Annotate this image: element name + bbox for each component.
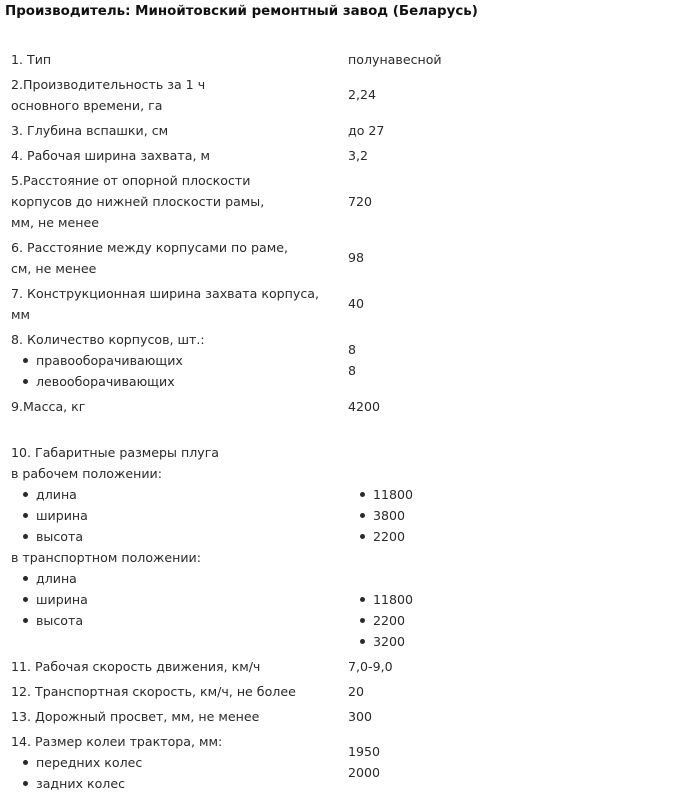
list-item: 11800	[348, 484, 413, 505]
spec-label-line: 8. Количество корпусов, шт.:	[11, 332, 205, 347]
spec-label-dimensions	[11, 442, 219, 631]
spec-value-body-count	[348, 339, 356, 381]
spec-label-line: 2.Производительность за 1 ч	[11, 77, 206, 92]
spec-label-line: 6. Расстояние между корпусами по раме,	[11, 240, 288, 255]
spec-label-body-width	[11, 283, 319, 325]
list-item: 3800	[348, 505, 413, 526]
spec-label-line: основного времени, га	[11, 98, 163, 113]
spec-label-track-width	[11, 731, 222, 794]
list-item: 3200	[348, 631, 413, 652]
spec-label-line: мм	[11, 307, 31, 322]
spec-label-line: корпусов до нижней плоскости рамы,	[11, 194, 265, 209]
spec-label-body-spacing	[11, 237, 288, 279]
spec-value-ground-clearance: 300	[348, 709, 373, 724]
spec-value-line: 2000	[348, 765, 381, 780]
spec-label-line: 14. Размер колеи трактора, мм:	[11, 734, 223, 749]
spec-label-frame-clearance	[11, 170, 264, 233]
spec-label-line: 7. Конструкционная ширина захвата корпуса,	[11, 286, 319, 301]
spec-label-working-width: 4. Рабочая ширина захвата, м	[11, 148, 210, 163]
list-item: ширина	[11, 589, 219, 610]
spec-label-line: 10. Габаритные размеры плуга	[11, 445, 220, 460]
list-item: высота	[11, 610, 219, 631]
list-item: длина	[11, 568, 219, 589]
list-item: правооборачивающих	[11, 350, 205, 371]
spec-values-transport	[348, 589, 413, 652]
list-item: 2200	[348, 610, 413, 631]
spec-label-ground-clearance: 13. Дорожный просвет, мм, не менее	[11, 709, 260, 724]
page-title: Производитель: Минойтовский ремонтный завод (Беларусь)	[5, 4, 478, 19]
list-item: 2200	[348, 526, 413, 547]
spec-value-type: полунавесной	[348, 52, 442, 67]
spec-value-body-width: 40	[348, 296, 365, 311]
spec-label-line: мм, не менее	[11, 215, 99, 230]
list-item: передних колес	[11, 752, 222, 773]
spec-sublabel-transport: в транспортном положении:	[11, 550, 201, 565]
spec-label-productivity	[11, 74, 205, 116]
spec-value-line: 1950	[348, 744, 381, 759]
list-item: длина	[11, 484, 219, 505]
spec-sublabel-working: в рабочем положении:	[11, 466, 162, 481]
spec-value-line: 8	[348, 342, 357, 357]
spec-value-track-width	[348, 741, 380, 783]
spec-value-frame-clearance: 720	[348, 194, 373, 209]
spec-label-line: 5.Расстояние от опорной плоскости	[11, 173, 251, 188]
spec-label-line: см, не менее	[11, 261, 97, 276]
list-item: задних колес	[11, 773, 222, 794]
list-item: левооборачивающих	[11, 371, 205, 392]
spec-value-transport-speed: 20	[348, 684, 365, 699]
spec-value-mass: 4200	[348, 399, 381, 414]
spec-value-working-speed: 7,0-9,0	[348, 659, 393, 674]
spec-label-mass: 9.Масса, кг	[11, 399, 86, 414]
spec-value-body-spacing: 98	[348, 250, 365, 265]
spec-label-type: 1. Тип	[11, 52, 52, 67]
spec-value-plow-depth: до 27	[348, 123, 385, 138]
spec-value-line: 8	[348, 363, 357, 378]
spec-label-body-count	[11, 329, 205, 392]
spec-label-working-speed: 11. Рабочая скорость движения, км/ч	[11, 659, 261, 674]
list-item: высота	[11, 526, 219, 547]
spec-value-working-width: 3,2	[348, 148, 369, 163]
spec-values-working	[348, 484, 413, 547]
list-item: 11800	[348, 589, 413, 610]
spec-value-productivity: 2,24	[348, 87, 377, 102]
list-item: ширина	[11, 505, 219, 526]
spec-label-transport-speed: 12. Транспортная скорость, км/ч, не более	[11, 684, 296, 699]
spec-label-plow-depth: 3. Глубина вспашки, см	[11, 123, 169, 138]
